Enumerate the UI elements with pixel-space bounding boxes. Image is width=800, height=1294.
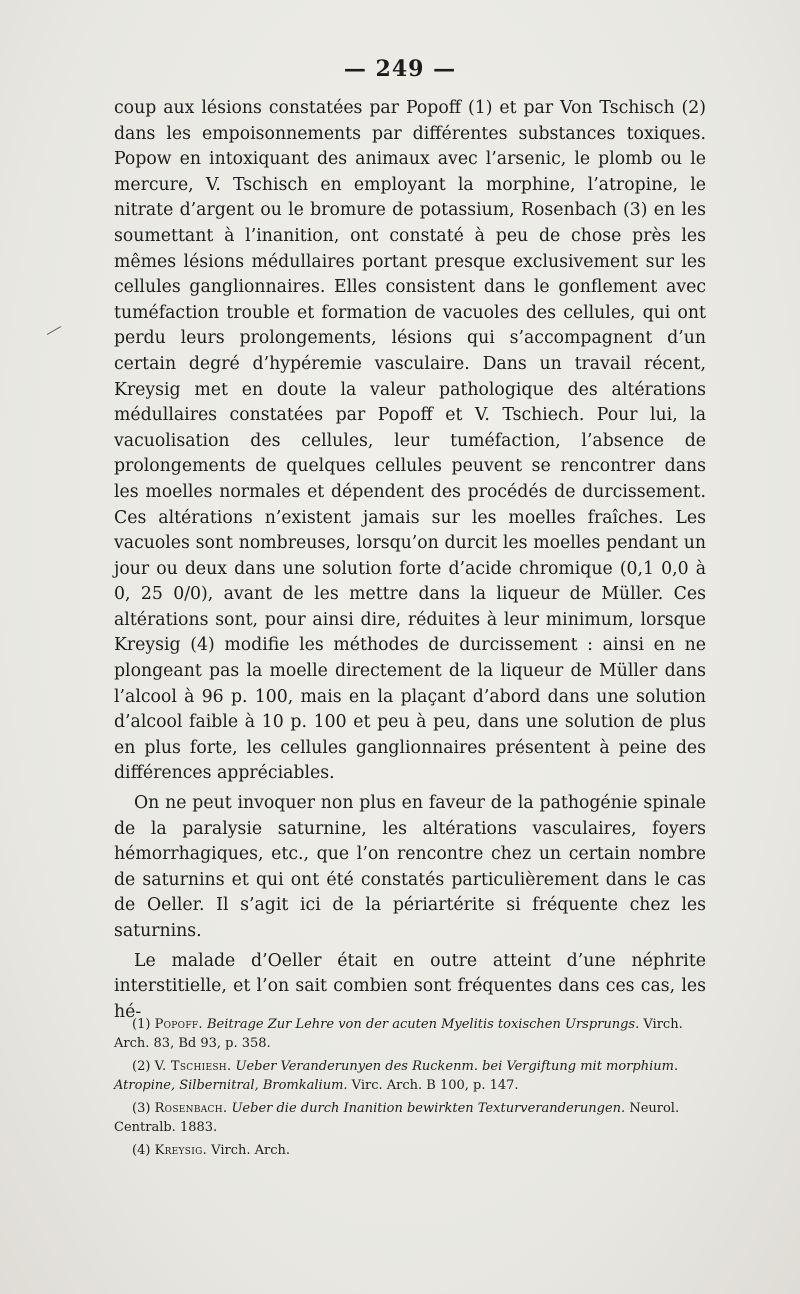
footnote-author: Kreysig. bbox=[154, 1143, 208, 1158]
paragraph-2: On ne peut invoquer non plus en faveur de la pathogénie spinale de la paralysie saturnine, les altérations vasculaires, foyers hémorrhagiques, etc., que l’on rencontre chez un certain nombre de saturnins et qui ont été constatés particulièrement dans le cas de Oeller. Il s’agit ici de la périartérite si fréquente chez les saturnins. bbox=[114, 793, 706, 941]
footnote-title: Ueber Veranderunyen des Ruckenm. bei Vergiftung mit morphium. Atropine, Silbernitral, Bromkalium. bbox=[114, 1059, 679, 1093]
page-number: — 249 — bbox=[343, 56, 457, 82]
footnote-source: Virch. Arch. bbox=[211, 1143, 290, 1158]
footnote-source: Virc. Arch. B 100, p. 147. bbox=[351, 1078, 519, 1093]
footnote-source: Virch. Arch. 83, Bd 93, p. 358. bbox=[114, 1017, 683, 1051]
footnote-title: Ueber die durch Inanition bewirkten Texturveranderungen. bbox=[231, 1101, 626, 1116]
footnote-number: (3) bbox=[132, 1101, 151, 1116]
footnote-author: Popoff. bbox=[154, 1017, 203, 1032]
paragraph-3: Le malade d’Oeller était en outre atteint d’une néphrite interstitielle, et l’on sait combien sont fréquentes dans ces cas, les hé- bbox=[114, 950, 706, 1022]
footnote-author: V. Tschiesh. bbox=[154, 1059, 232, 1074]
footnote-number: (2) bbox=[132, 1059, 151, 1074]
footnote-number: (4) bbox=[132, 1143, 151, 1158]
footnote-2 bbox=[114, 1057, 706, 1095]
margin-pencil-mark bbox=[47, 326, 61, 335]
paragraph-1: coup aux lésions constatées par Popoff (1) et par Von Tschisch (2) dans les empoisonnements par différentes substances toxiques. Popow en intoxiquant des animaux avec l’arsenic, le plomb ou le mercure, V. Tschisch en employant la morphine, l’atropine, le nitrate d’argent ou le bromure de potassium, Rosenbach (3) en les soumettant à l’inanition, ont constaté à peu de chose près les mêmes lésions médullaires portant presque exclusivement sur les cellules ganglionnaires. Elles consistent dans le gonflement avec tuméfaction trouble et formation de vacuoles des cellules, qui ont perdu leurs prolongements, lésions qui s’accompagnent d’un certain degré d’hypéremie vasculaire. Dans un travail récent, Kreysig met en doute la valeur pathologique des altérations médullaires constatées par Popoff et V. Tschiech. Pour lui, la vacuolisation des cellules, leur tuméfaction, l’absence de prolongements de quelques cellules peuvent se rencontrer dans les moelles normales et dépendent des procédés de durcissement. Ces altérations n’existent jamais sur les moelles fraîches. Les vacuoles sont nombreuses, lorsqu’on durcit les moelles pendant un jour ou deux dans une solution forte d’acide chromique (0,1 0,0 à 0, 25 0/0), avant de les mettre dans la liqueur de Müller. Ces altérations sont, pour ainsi dire, réduites à leur minimum, lorsque Kreysig (4) modifie les méthodes de durcissement : ainsi en ne plongeant pas la moelle directement de la liqueur de Müller dans l’alcool à 96 p. 100, mais en la plaçant d’abord dans une solution d’alcool faible à 10 p. 100 et peu à peu, dans une solution de plus en plus forte, les cellules ganglionnaires présentent à peine des différences appréciables. bbox=[114, 98, 706, 784]
footnote-1 bbox=[114, 1015, 706, 1053]
footnote-number: (1) bbox=[132, 1017, 151, 1032]
footnote-author: Rosenbach. bbox=[154, 1101, 228, 1116]
footnote-source: Neurol. Centralb. 1883. bbox=[114, 1101, 680, 1135]
footnote-3 bbox=[114, 1099, 706, 1137]
main-text bbox=[114, 96, 706, 1025]
footnote-4 bbox=[114, 1141, 706, 1160]
footnote-title: Beitrage Zur Lehre von der acuten Myelitis toxischen Ursprungs. bbox=[206, 1017, 640, 1032]
footnotes bbox=[114, 1015, 706, 1164]
